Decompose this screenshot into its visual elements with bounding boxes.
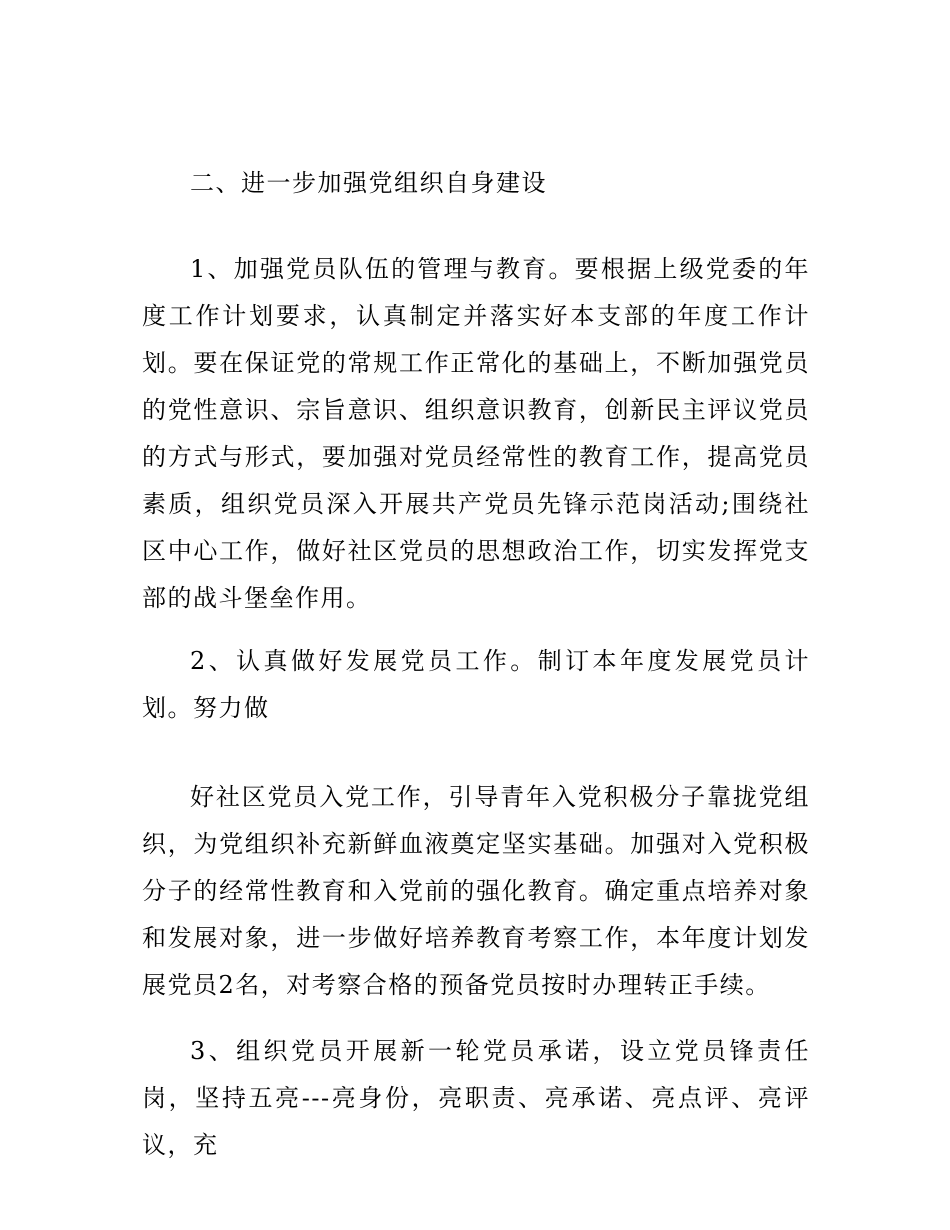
section-heading: 二、进一步加强党组织自身建设 [190, 169, 547, 197]
paragraph-1: 1、加强党员队伍的管理与教育。要根据上级党委的年度工作计划要求，认真制定并落实好本支部的年度工作计划。要在保证党的常规工作正常化的基础上，不断加强党员的党性意识、宗旨意识、组织意识教育，创新民主评议党员的方式与形式，要加强对党员经常性的教育工作，提高党员素质，组织党员深入开展共产党员先锋示范岗活动;围绕社区中心工作，做好社区党员的思想政治工作，切实发挥党支部的战斗堡垒作用。 [142, 255, 810, 612]
paragraph-4: 3、组织党员开展新一轮党员承诺，设立党员锋责任岗，坚持五亮---亮身份，亮职责、亮承诺、亮点评、亮评议，充 [142, 1037, 810, 1159]
paragraph-3: 好社区党员入党工作，引导青年入党积极分子靠拢党组织，为党组织补充新鲜血液奠定坚实基础。加强对入党积极分子的经常性教育和入党前的强化教育。确定重点培养对象和发展对象，进一步做好培养教育考察工作，本年度计划发展党员2名，对考察合格的预备党员按时办理转正手续。 [142, 783, 810, 999]
paragraph-2: 2、认真做好发展党员工作。制订本年度发展党员计划。努力做 [142, 647, 810, 722]
